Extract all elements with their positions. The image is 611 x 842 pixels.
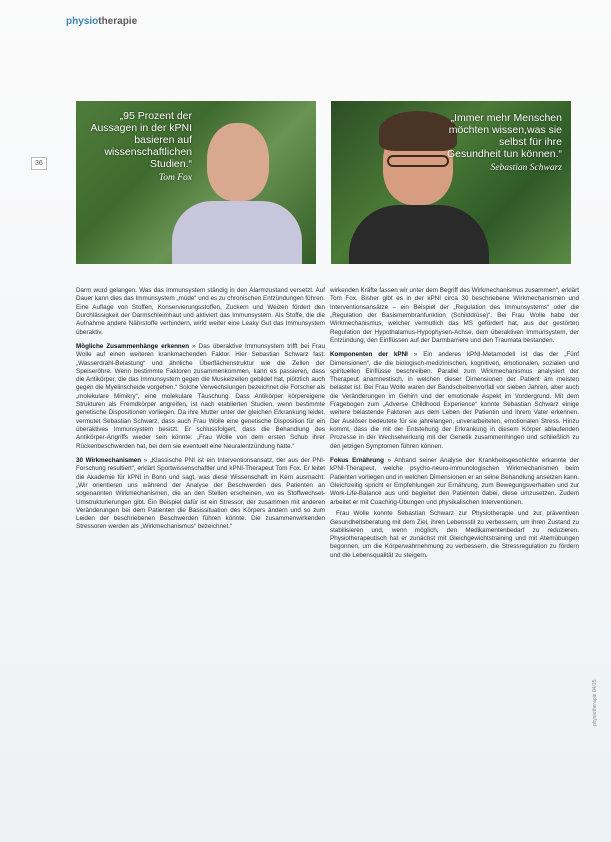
section-heading: Komponenten der kPNI bbox=[330, 351, 408, 359]
section-heading: Mögliche Zusammenhänge erkennen bbox=[76, 342, 190, 350]
section-heading: 30 Wirkmechanismen bbox=[76, 456, 142, 464]
paragraph-text: » Das überaktive Immunsystem trifft bei Frau Wolle auf einen weiteren krankmachenden Faktor. Hier Sebastian Schwarz fast: „Wasserdrahl-Belastung“ und ähnliche Überflächenstruktur wie die Zellen der Speiseröhre. Wenn bestimmte Faktoren zusammenkommen, kann es passieren, dass die Antikörper, die das Immunsystem gegen die Muskelzellen gebildet hat, plötzlich auch gegen die Myelinscheide vorgehen.“ Solche Verwechslungen bezeichnet die Forscher als „molekulare Mimikry“, eine molekulare Täuschung. Dass Antikörper körpereigene Strukturen als Fremdkörper angreifen, ist nach etablierten Studien, wenn bestimmte genetische Dispositionen vorliegen. Da ihre Mutter unter der gleichen Erkrankung leidet, vermutet Sebastian Schwarz, dass auch Frau Wolle eine genetische Disposition für ein überaktives Immunsystem besitzt. Er schlussfolgert, dass die Behandlung des Antikörper-Angriffs wieder sein könnte: „Frau Wolle von dem ersten Schub ihrer Rückenbeschwerden hat, bei dem sie eventuell eine Neuralentzündung hatte.“ bbox=[76, 342, 326, 450]
header-part-therapie: therapie bbox=[98, 16, 138, 27]
section-paragraph bbox=[76, 457, 325, 532]
paragraph-text: » Anhand seiner Analyse der Krankheitsgeschichte erkannte der kPNI-Therapeut, welche psycho-neuro-immunologischen Wirkmechanismen beim Patienten vorliegen und in welchen Dimensionen er an seine Behandlung ansetzen kann. Gleichzeitig spricht er Empfehlungen zur Ernährung, zum Bewegungsverhalten und zur Work-Life-Balance aus und begleitet den Patienten dabei, diese umzusetzen. Zudem arbeitet er mit Coaching-Übungen und physikalischen Interventionen. bbox=[330, 456, 579, 506]
quote-author: Sebastian Schwarz bbox=[490, 163, 562, 173]
shirt-shape bbox=[349, 205, 489, 264]
paragraph bbox=[330, 510, 579, 560]
paragraph-text: » Ein anderes kPNI-Metamodell ist das der „Fünf Dimensionen“, die die biologisch-medizinischen, kognitiven, emotionalen, sozialen und spirituellen Einflüsse beschreiben. Parallel zum Wirkmechanismus analysiert der Therapeut anamnestisch, in welchen dieser Dimensionen der Patient am meisten belastet ist. Bei Frau Wolle waren der Bandscheibenvorfall vor sieben Jahren, aber auch die Veränderungen im Gehirn und der emotionale Aspekt im Vordergrund. Mit dem Fragebogen zum „Adverse Childhood Experience“ konnte Sebastian Schwarz einige weitere belastende Faktoren aus dem Leben der Patientin und ihrem Vater erkennen. Der Auslöser bedeutete für sie jahrelangen, unverarbeiteten, emotionalen Stress. Hinzu kommt, dass die mit der Entstehung der Erkrankung in diesem Körper ablaufenden Prozesse in der Wechselwirkung mit der Genetik zusammenhingen und schließlich zu den jetzigen Symptomen führen können. bbox=[330, 351, 579, 450]
shirt-shape bbox=[172, 201, 302, 264]
section-heading: Fokus Ernährung bbox=[330, 456, 384, 464]
page-footer: physiotherapie 04/15 bbox=[592, 679, 598, 726]
section-header bbox=[66, 16, 137, 27]
paragraph-text: Frau Wolle konnte Sebastian Schwarz zur Physiotherapie und zur präventiven Gesundheitsberatung mit dem Ziel, ihren Lebensstil zu verbessern, um ihren Zustand zu stabilisieren und, wenn möglich, den Medikamentenbedarf zu reduzieren. Physiotherapeutisch hat er zunächst mit Gleichgewichtstraining und mit Atemübungen begonnen, um die Körperwahrnehmung zu verbessern, die Stressregulation zu fördern und die Lebensqualität zu steigern. bbox=[330, 510, 579, 559]
section-paragraph bbox=[76, 343, 325, 451]
paragraph bbox=[76, 287, 325, 337]
quote-author: Tom Fox bbox=[158, 173, 192, 183]
article-column-left bbox=[76, 287, 325, 535]
section-paragraph bbox=[330, 457, 579, 507]
paragraph-text: » „Klassische PNI ist ein Interventionsansatz, der aus der PNI-Forschung resultiert“, erklärt Sportwissenschaftler und kPNI-Therapeut Tom Fox. Er leitet die Akademie für kPNI in Bonn und sagt, was diese Wissenschaft im Kern ausmacht: „Wir orientieren uns während der Analyse der Beschwerden des Patienten an sogenannten Wirkmechanismen, die an den Stellen erscheinen, wo es Stoffwechsel-Umstrukturierungen gibt. Ein Beispiel dafür ist ein Stressor, der zusammen mit anderen Veränderungen bei dem Patienten die Basissituation des Körpers ändern und so zum Leiden der beschriebenen Beschwerden führen könnte. Die zusammenwirkenden Stressoren werden als „Wirkmechanismus“ bezeichnet.“ bbox=[76, 456, 326, 531]
paragraph-text: wirkenden Kräfte fassen wir unter dem Begriff des Wirkmechanismus zusammen“, erklärt Tom Fox. Bisher gibt es in der kPNI circa 30 beschriebene Wirkmechanismen und Interventionsansätze – ein Beispiel der „Regulation des Immunsystems“ oder die „Regulation der Basismembranfunktion (Schilddrüse)“. Bei Frau Wolle habe der Wirkmechanismus, welcher vermutlich das MS gefördert hat, aus der gestörten Regulation der Hypothalamus-Hypophysen-Achse, dem überaktiven Immunsystem, der Entzündung, den Einflüssen auf der Darmbarriere und den Traumata bestanden. bbox=[330, 287, 579, 344]
page-number: 36 bbox=[31, 157, 47, 170]
quote-text: „95 Prozent der Aussagen in der kPNI basieren auf wissenschaftlichen Studien.“ bbox=[90, 110, 192, 170]
glasses-shape bbox=[387, 155, 449, 167]
paragraph-text: Darm wurd gelangen. Was das Immunsystem ständig in den Alarmzustand versetzt. Auf Dauer kann dies das Immunsystem „müde“ und es zu chronischen Entzündungen führen. Eine Auflage von Stoffen, Konservierungsstoffen, Zuckern und Weizen fördert den Durchlässigkeit der Darmschleimhaut und aktiviert das Immunsystem. Als Stoffe, die die Aufnahme andere Nährstoffe verhindern, wirkt weiter eine Leaky Gut das Immunsystem überaktiv. bbox=[76, 287, 325, 336]
pull-quote-2 bbox=[446, 112, 562, 174]
article-column-right bbox=[330, 287, 579, 563]
quote-text: „Immer mehr Menschen möchten wissen,was sie selbst für ihre Gesundheit tun können.“ bbox=[447, 112, 562, 160]
face-shape bbox=[207, 123, 269, 201]
header-part-physio: physio bbox=[66, 16, 99, 27]
section-paragraph bbox=[330, 351, 579, 451]
pull-quote-1 bbox=[86, 110, 192, 184]
paragraph bbox=[330, 287, 579, 345]
